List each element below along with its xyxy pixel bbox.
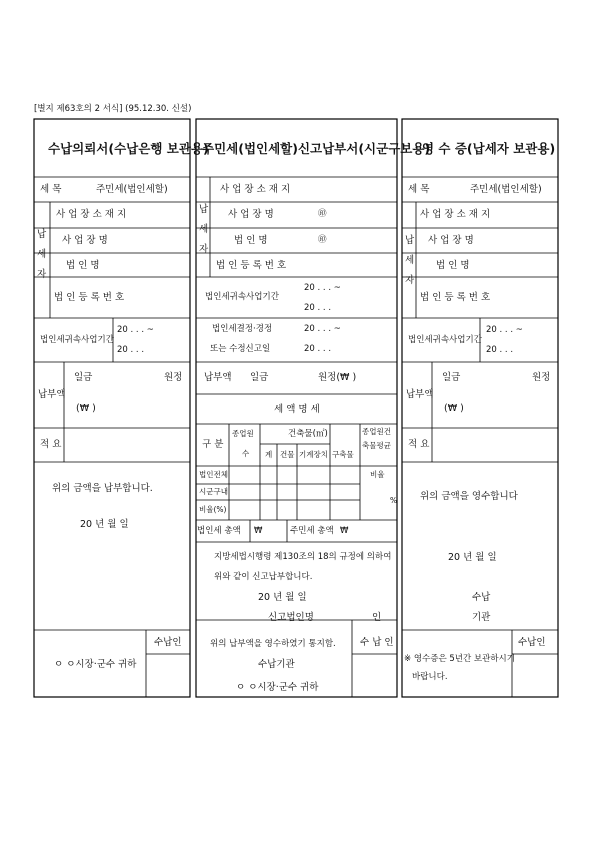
right-tax-value: 주민세(법인세할) (470, 184, 542, 195)
mid-emp-label-2: 수 (242, 449, 250, 458)
left-side-2: 세 (37, 249, 47, 260)
mid-pct: % (390, 496, 398, 505)
mid-addressee: ㅇ ㅇ시장·군수 귀하 (236, 682, 319, 693)
mid-period-label: 법인세귀속사업기간 (205, 292, 279, 302)
right-note-2: 바랍니다. (412, 672, 448, 682)
left-won: 원정 (164, 372, 183, 383)
right-rcv-1: 수납 (472, 592, 491, 603)
mid-law-1: 지방세법시행령 제130조의 18의 규정에 의하여 (214, 552, 392, 562)
mid-decide-label-2: 또는 수정신고일 (210, 344, 271, 354)
left-side-1: 납 (37, 229, 47, 240)
mid-confirm: 위의 납부액을 영수하였기 통지함. (210, 639, 336, 649)
mid-won-paren: 원정(₩ ) (318, 372, 357, 383)
mid-biz-label: 사 업 장 명 (228, 209, 274, 220)
right-statement: 위의 금액을 영수합니다 (420, 491, 518, 502)
left-addr-label: 사 업 장 소 재 지 (56, 209, 127, 220)
right-side-1: 납 (405, 235, 415, 246)
right-date: 20 년 월 일 (448, 552, 497, 563)
right-remark-label: 적 요 (408, 439, 430, 450)
right-period-from: 20 . . . ~ (486, 325, 523, 335)
mid-col-b3: 구축물 (332, 450, 354, 459)
mid-title: 주민세(법인세할)신고납부서(시군구보용) (202, 141, 431, 156)
mid-corp-total-label: 법인세 총액 (197, 526, 241, 536)
mid-corp-seal: ㊞ (318, 235, 327, 245)
left-side-3: 자 (37, 269, 47, 280)
left-biz-label: 사 업 장 명 (62, 235, 108, 246)
right-won: 원정 (532, 372, 551, 383)
mid-period-to: 20 . . . (304, 303, 332, 313)
right-title: 영 수 증(납세자 보관용) (422, 141, 556, 156)
mid-applicant-seal: 인 (372, 612, 382, 623)
mid-side-2: 세 (199, 224, 209, 235)
form-header: [별지 제63호의 2 서식] (95.12.30. 신설) (34, 104, 192, 114)
mid-row-1: 법인전체 (199, 470, 228, 479)
mid-decide-to: 20 . . . (304, 344, 332, 354)
left-corp-label: 법 인 명 (66, 260, 100, 271)
mid-emp-label: 종업원 (232, 429, 254, 438)
mid-avg-1: 종업원건 (362, 427, 391, 436)
mid-reg-label: 법 인 등 록 번 호 (216, 260, 287, 271)
right-corp-label: 법 인 명 (436, 260, 470, 271)
right-period-to: 20 . . . (486, 345, 514, 355)
mid-col-b2: 기계장치 (299, 450, 328, 459)
right-tax-label: 세 목 (408, 184, 430, 195)
mid-detail-title: 세 액 명 세 (274, 404, 320, 415)
mid-paid-label: 납부액 (204, 372, 232, 383)
left-date: 20 년 월 일 (80, 519, 129, 530)
mid-receiver-label: 수 납 인 (360, 637, 394, 648)
mid-col-total: 계 (265, 450, 273, 459)
mid-avg-3: 비율 (370, 470, 385, 479)
left-period-to: 20 . . . (117, 345, 145, 355)
mid-period-from: 20 . . . ~ (304, 283, 341, 293)
right-il: 일금 (442, 372, 461, 383)
left-period-from: 20 . . . ~ (117, 325, 154, 335)
left-tax-label: 세 목 (40, 184, 62, 195)
right-biz-label: 사 업 장 명 (428, 235, 474, 246)
right-side-3: 자 (405, 275, 415, 286)
right-receiver-label: 수납인 (518, 637, 546, 648)
left-addressee: ㅇ ㅇ시장·군수 귀하 (54, 659, 137, 670)
mid-agency: 수납기관 (258, 659, 295, 670)
left-period-label: 법인세귀속사업기간 (40, 335, 114, 345)
mid-corp-total-won: ₩ (254, 526, 263, 536)
right-rcv-2: 기관 (472, 612, 491, 623)
mid-il: 일금 (250, 372, 269, 383)
mid-col-b1: 건물 (280, 450, 295, 459)
mid-biz-seal: ㊞ (318, 209, 327, 219)
right-period-label: 법인세귀속사업기간 (408, 335, 482, 345)
mid-res-total-won: ₩ (340, 526, 349, 536)
left-reg-label: 법 인 등 록 번 호 (54, 292, 125, 303)
mid-avg-2: 축물평균 (362, 441, 391, 450)
mid-gu-label: 구 분 (202, 439, 224, 450)
left-statement: 위의 금액을 납부합니다. (52, 483, 153, 494)
right-addr-label: 사 업 장 소 재 지 (420, 209, 491, 220)
right-note-1: ※ 영수증은 5년간 보관하시기 (404, 654, 515, 664)
mid-applicant: 신고법인명 (268, 612, 314, 623)
mid-side-1: 납 (199, 204, 209, 215)
mid-date: 20 년 월 일 (258, 592, 307, 603)
right-side-2: 세 (405, 255, 415, 266)
right-won-paren: (₩ ) (444, 403, 464, 414)
mid-row-3: 비율(%) (199, 505, 227, 514)
left-won-paren: (₩ ) (76, 403, 96, 414)
left-il: 일금 (74, 372, 93, 383)
mid-res-total-label: 주민세 총액 (290, 526, 334, 536)
mid-decide-from: 20 . . . ~ (304, 324, 341, 334)
mid-side-3: 자 (199, 244, 209, 255)
left-paid-label: 납부액 (38, 389, 66, 400)
left-title: 수납의뢰서(수납은행 보관용) (48, 141, 209, 156)
left-tax-value: 주민세(법인세할) (96, 184, 168, 195)
mid-decide-label-1: 법인세결정·경정 (212, 324, 273, 334)
left-remark-label: 적 요 (40, 439, 62, 450)
right-paid-label: 납부액 (406, 389, 434, 400)
mid-corp-label: 법 인 명 (234, 235, 268, 246)
right-reg-label: 법 인 등 록 번 호 (420, 292, 491, 303)
mid-build-label: 건축물(㎡) (288, 429, 328, 439)
left-receiver-label: 수납인 (154, 637, 182, 648)
mid-addr-label: 사 업 장 소 재 지 (220, 184, 291, 195)
mid-row-2: 시군구내 (199, 487, 228, 496)
mid-law-2: 위와 같이 신고납부합니다. (214, 572, 313, 582)
